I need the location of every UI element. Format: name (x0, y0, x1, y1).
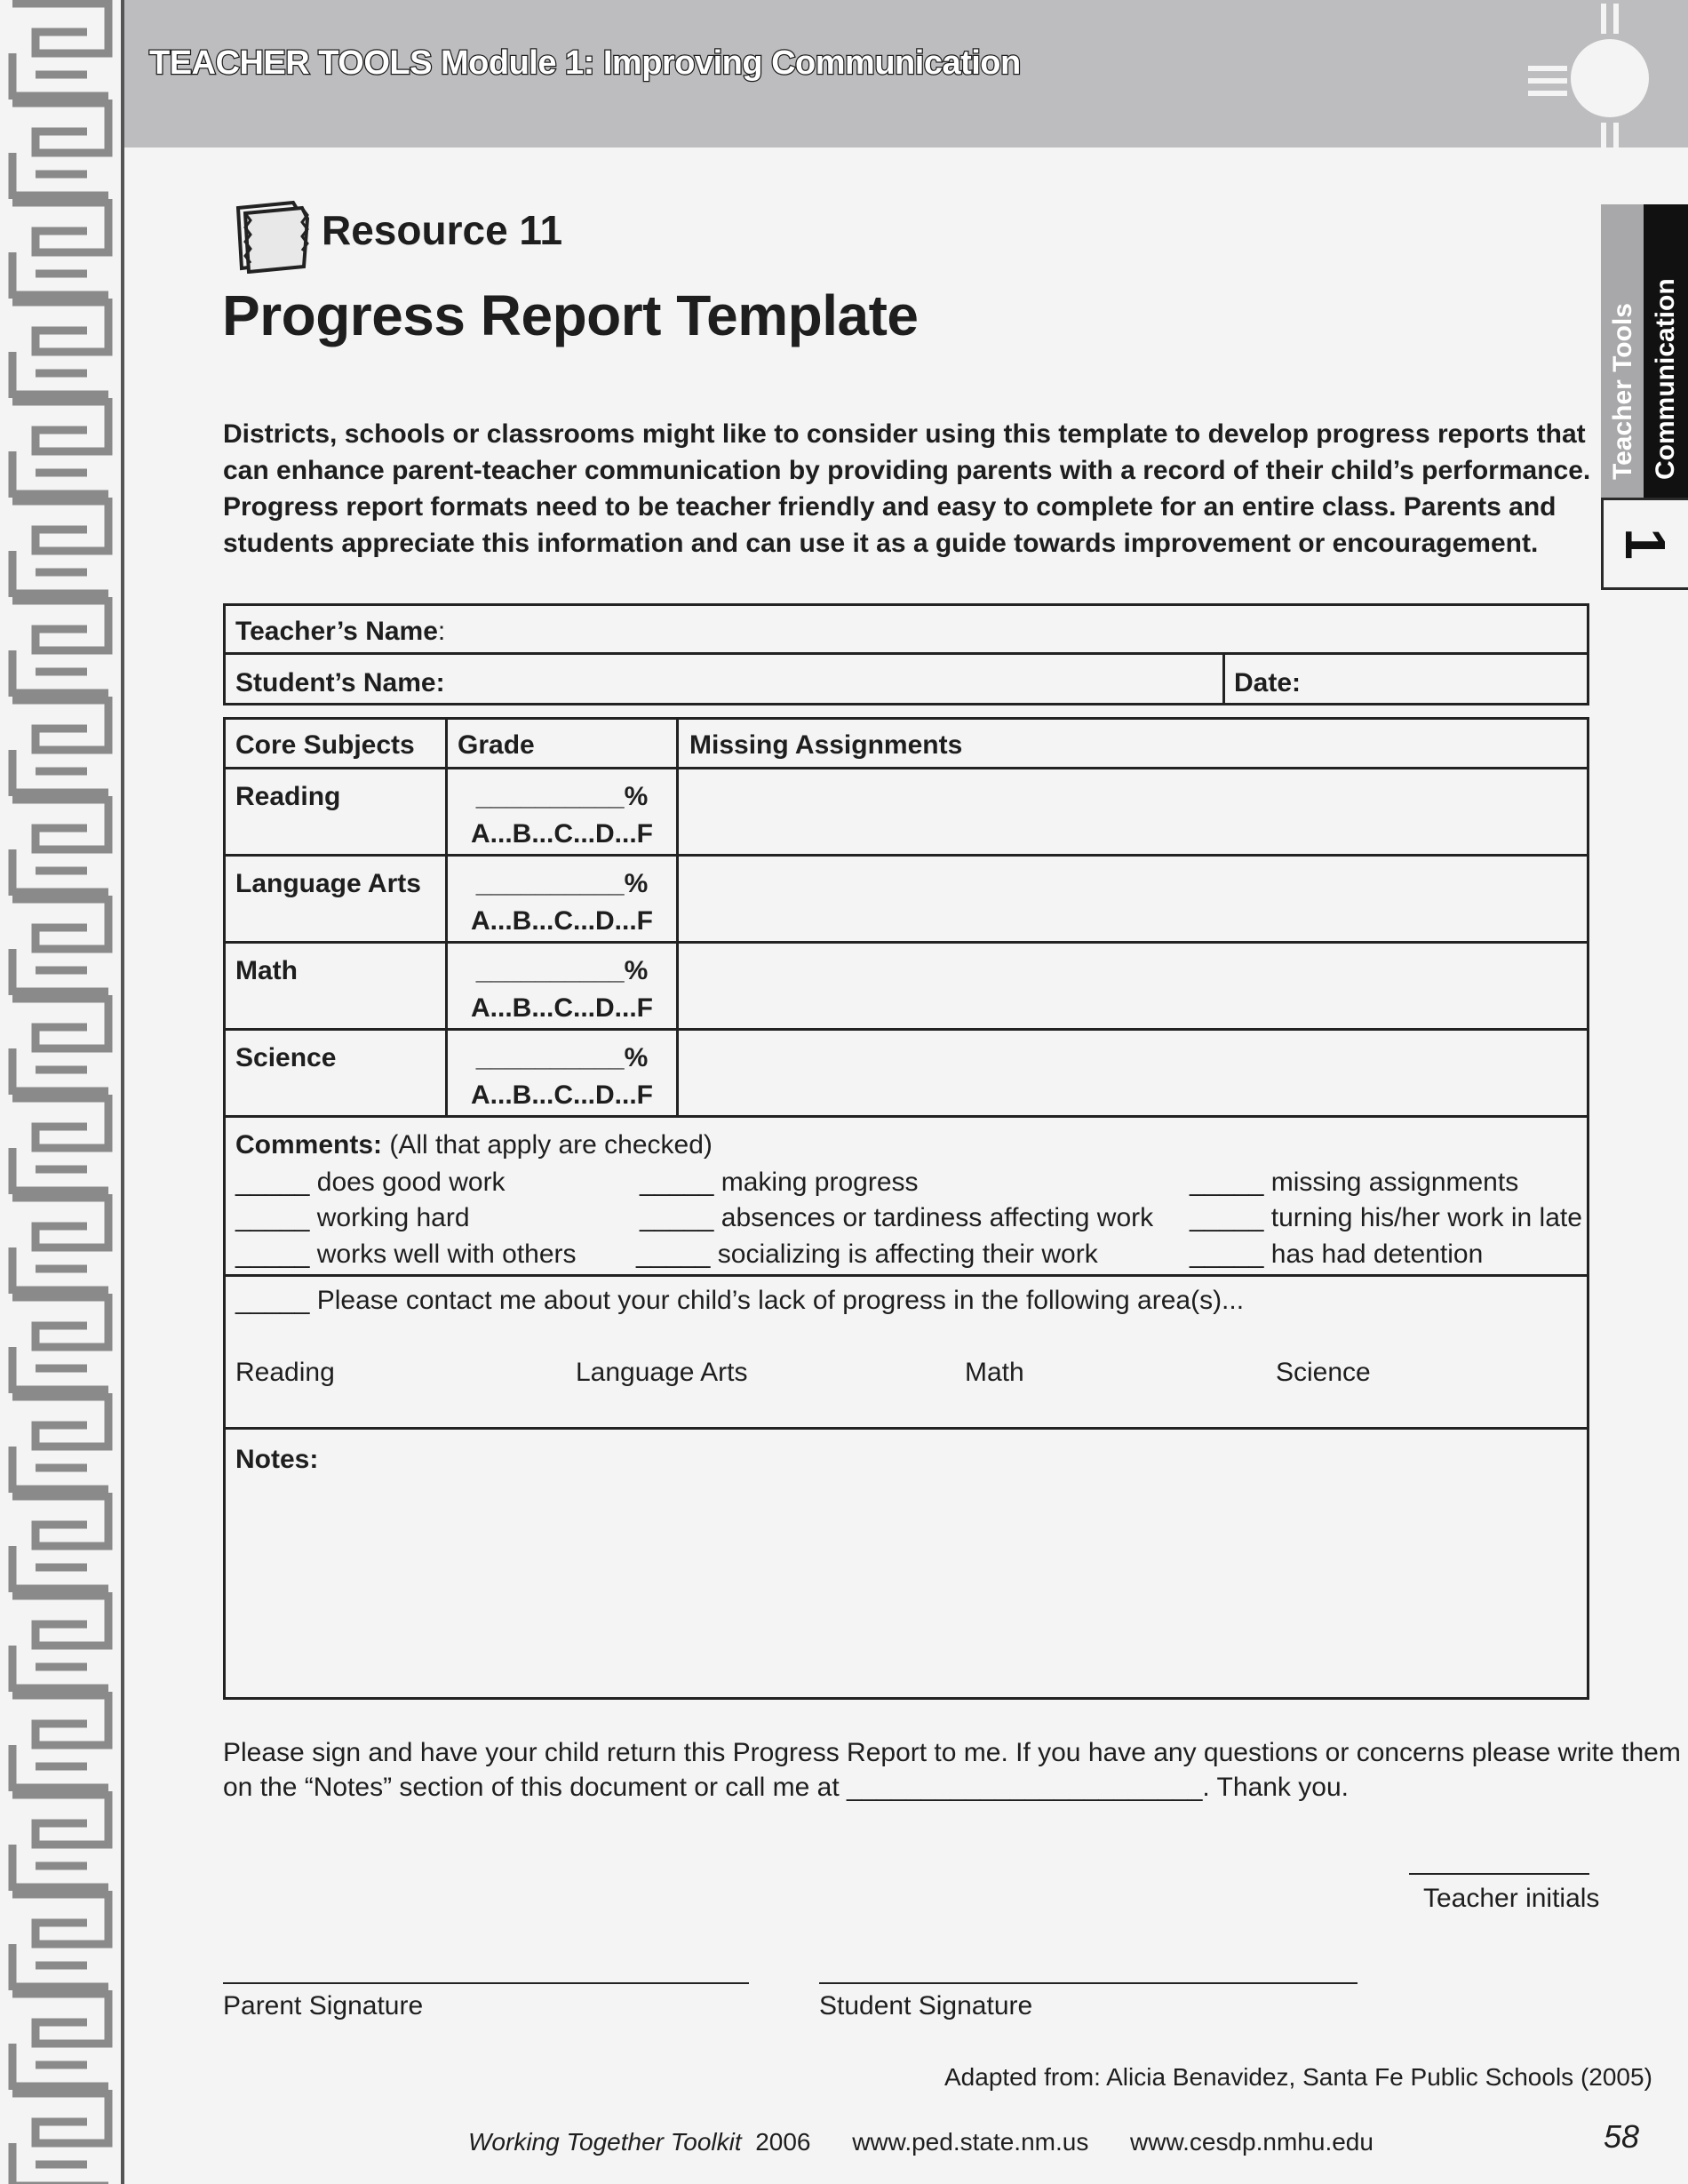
teacher-name-colon: : (437, 617, 446, 646)
divider (223, 1028, 1589, 1031)
divider (223, 1274, 1589, 1277)
contact-request-option[interactable]: _____ Please contact me about your child’s lack of progress in the following area(s)... (235, 1286, 1245, 1315)
parent-signature-line[interactable] (223, 1982, 749, 1984)
comments-heading (235, 1130, 713, 1160)
greek-key-pattern-icon (0, 0, 121, 2184)
comment-option[interactable]: _____ has had detention (1190, 1239, 1484, 1269)
tab-label-teacher-tools: Teacher Tools (1608, 303, 1637, 480)
divider (223, 941, 1589, 944)
comment-option[interactable]: _____ making progress (640, 1168, 919, 1197)
grade-percent-field[interactable]: __________% (475, 956, 649, 985)
adapted-from: Adapted from: Alicia Benavidez, Santa Fe Public Schools (2005) (944, 2063, 1652, 2091)
divider (223, 854, 1589, 857)
tab-number: 1 (1613, 528, 1677, 560)
teacher-name-field[interactable] (235, 617, 445, 647)
comment-option[interactable]: _____ works well with others (235, 1239, 577, 1269)
subject-name: Reading (235, 782, 341, 811)
section-tab (1601, 204, 1688, 586)
header-title: TEACHER TOOLS Module 1: Improving Communication (149, 44, 1021, 82)
grade-percent-field[interactable]: __________% (475, 1043, 649, 1072)
student-signature-label: Student Signature (819, 1991, 1033, 2021)
date-field[interactable]: Date: (1234, 668, 1302, 697)
folder-icon (231, 194, 313, 274)
teacher-initials-line[interactable] (1409, 1873, 1589, 1875)
greek-key-border (0, 0, 124, 2184)
notes-field[interactable]: Notes: (235, 1445, 319, 1474)
contact-area-science[interactable]: Science (1276, 1358, 1371, 1387)
column-header-missing-assignments: Missing Assignments (689, 730, 963, 760)
student-signature-line[interactable] (819, 1982, 1358, 1984)
grade-letter-options[interactable]: A...B...C...D...F (470, 993, 653, 1023)
comment-option[interactable]: _____ turning his/her work in late (1190, 1203, 1582, 1232)
column-header-core-subjects: Core Subjects (235, 730, 415, 760)
divider (1222, 652, 1225, 705)
subject-name: Math (235, 956, 298, 985)
comment-option[interactable]: _____ working hard (235, 1203, 470, 1232)
grade-percent-field[interactable]: __________% (475, 869, 649, 898)
subject-name: Language Arts (235, 869, 421, 898)
comment-option[interactable]: _____ does good work (235, 1168, 506, 1197)
divider (223, 652, 1589, 655)
divider (223, 1115, 1589, 1118)
grade-letter-options[interactable]: A...B...C...D...F (470, 1080, 653, 1110)
comment-option[interactable]: _____ missing assignments (1190, 1168, 1519, 1197)
intro-paragraph-2: Progress report formats need to be teacher friendly and easy to complete for an entire class. Parents and students appreciate this information and can use it as a guide towards improvement or encouragement. (223, 492, 1557, 558)
grade-letter-options[interactable]: A...B...C...D...F (470, 906, 653, 936)
contact-area-math[interactable]: Math (965, 1358, 1024, 1387)
zia-sun-icon (1510, 0, 1688, 147)
contact-area-language-arts[interactable]: Language Arts (576, 1358, 748, 1387)
grade-percent-field[interactable]: __________% (475, 782, 649, 811)
footer-toolkit: Working Together Toolkit (468, 2128, 742, 2156)
divider (676, 717, 679, 1117)
page-number: 58 (1604, 2118, 1640, 2155)
divider (223, 767, 1589, 769)
parent-signature-label: Parent Signature (223, 1991, 424, 2021)
comment-option[interactable]: _____ socializing is affecting their work (636, 1239, 1098, 1269)
divider (223, 1427, 1589, 1430)
subject-name: Science (235, 1043, 337, 1072)
grade-letter-options[interactable]: A...B...C...D...F (470, 819, 653, 849)
footer-url-ped[interactable]: www.ped.state.nm.us (852, 2128, 1089, 2156)
footer-url-cesdp[interactable]: www.cesdp.nmhu.edu (1130, 2128, 1373, 2156)
column-header-grade: Grade (458, 730, 535, 760)
closing-line-2: on the “Notes” section of this document or call me at ________________________. Thank you. (223, 1773, 1349, 1802)
teacher-name-label: Teacher’s Name (235, 617, 438, 646)
comments-label: Comments: (235, 1130, 383, 1160)
teacher-initials-label: Teacher initials (1423, 1884, 1600, 1913)
footer-year: 2006 (755, 2128, 811, 2156)
comments-note: (All that apply are checked) (382, 1130, 713, 1160)
intro-text (223, 416, 1609, 562)
contact-area-reading[interactable]: Reading (235, 1358, 335, 1387)
comment-option[interactable]: _____ absences or tardiness affecting work (640, 1203, 1154, 1232)
closing-line-1: Please sign and have your child return this Progress Report to me. If you have any questions or concerns please write them (223, 1738, 1681, 1767)
resource-label: Resource 11 (322, 207, 563, 253)
page-title: Progress Report Template (222, 283, 919, 347)
student-name-field[interactable]: Student’s Name: (235, 668, 445, 697)
tab-label-communication: Communication (1651, 278, 1680, 480)
intro-paragraph-1: Districts, schools or classrooms might like to consider using this template to develop progress reports that can enhance parent-teacher communication by providing parents with a record of their child’s performance. (223, 419, 1591, 485)
footer-credit (468, 2128, 1373, 2156)
